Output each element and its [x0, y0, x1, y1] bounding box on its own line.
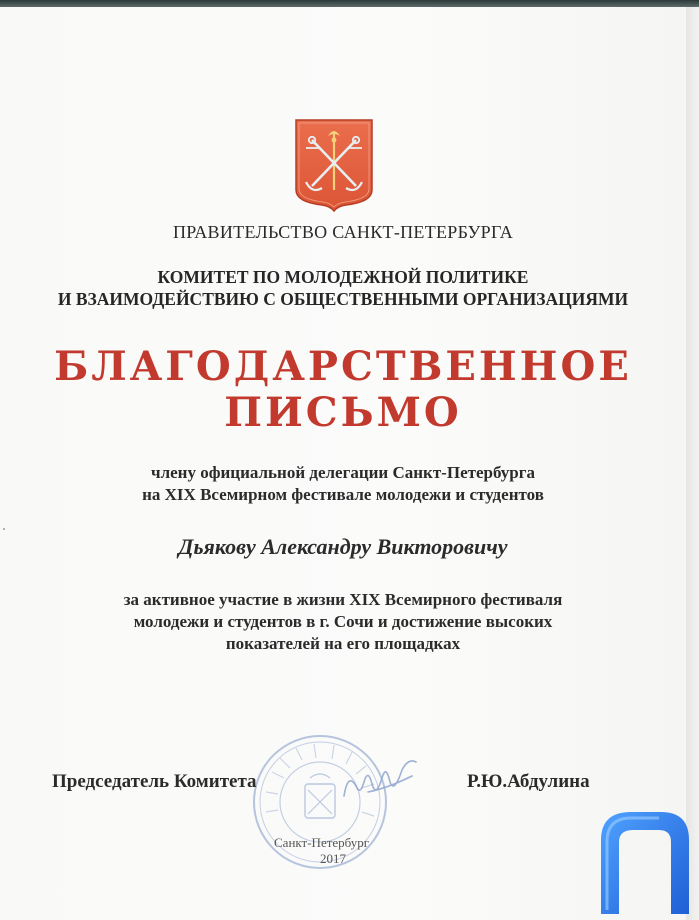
recipient-name: Дьякову Александру Викторовичу — [178, 534, 508, 559]
reason-line1: за активное участие в жизни XIX Всемирного фестиваля — [123, 590, 563, 609]
reason-line3: показателей на его площадках — [225, 634, 461, 653]
stamp-year: 2017 — [320, 851, 346, 866]
corner-logo-icon — [601, 810, 691, 914]
document-title-line2: ПИСЬМО — [224, 389, 462, 436]
recipient-role-line2: на XIX Всемирном фестивале молодежи и студентов — [142, 485, 544, 504]
page-edge — [686, 7, 699, 920]
committee-name-line2: И ВЗАИМОДЕЙСТВИЮ С ОБЩЕСТВЕННЫМИ ОРГАНИЗАЦИЯМИ — [57, 289, 629, 309]
top-edge — [0, 0, 699, 7]
stamp-city: Санкт-Петербург — [274, 835, 370, 850]
government-name: ПРАВИТЕЛЬСТВО САНКТ-ПЕТЕРБУРГА — [172, 222, 514, 242]
speck — [3, 528, 5, 530]
signatory-title: Председатель Комитета — [52, 771, 257, 792]
reason-line2: молодежи и студентов в г. Сочи и достижение высоких — [133, 612, 553, 631]
committee-name-line1: КОМИТЕТ ПО МОЛОДЕЖНОЙ ПОЛИТИКЕ — [157, 267, 529, 287]
document-title-line1: БЛАГОДАРСТВЕННОЕ — [54, 343, 632, 390]
spb-coat-of-arms-icon — [294, 118, 374, 212]
signatory-name: Р.Ю.Абдулина — [467, 771, 590, 792]
handwritten-signature — [338, 752, 422, 808]
recipient-role-line1: члену официальной делегации Санкт-Петербурга — [151, 463, 535, 482]
